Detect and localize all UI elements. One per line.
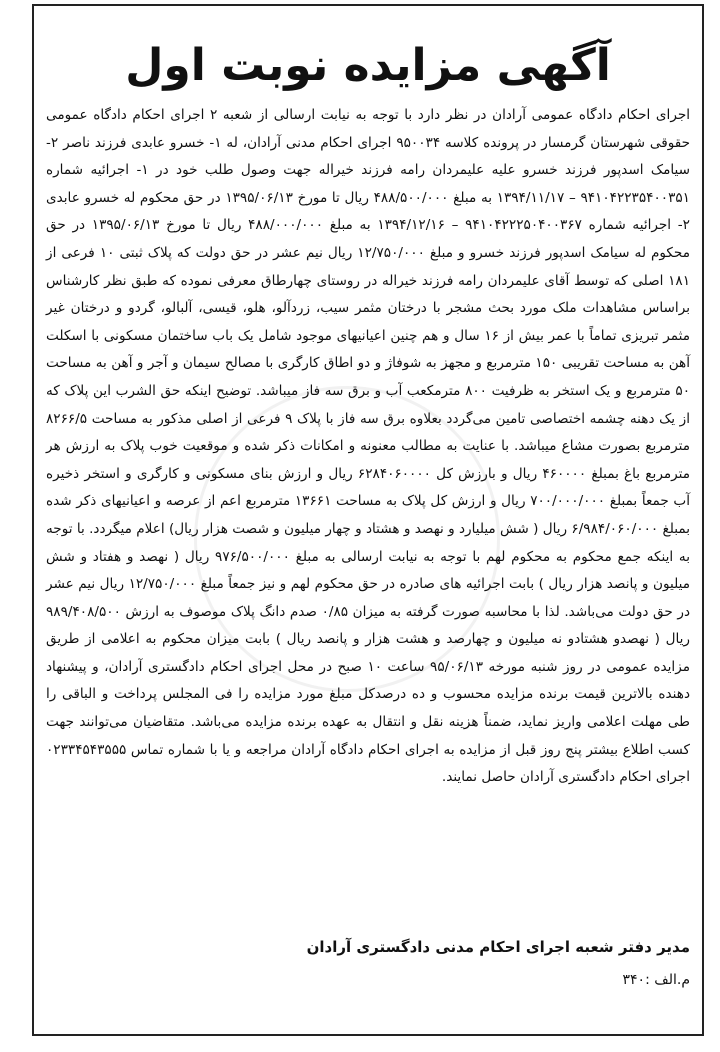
reference-number: م.الف :۳۴۰ — [622, 972, 690, 988]
notice-title: آگهی مزایده نوبت اول — [125, 40, 611, 91]
signature-line: مدیر دفتر شعبه اجرای احکام مدنی دادگستری آرادان — [306, 938, 690, 956]
notice-frame — [32, 4, 704, 1036]
notice-body: اجرای احکام دادگاه عمومی آرادان در نظر دارد با توجه به نیابت ارسالی از شعبه ۲ اجرای احکام دادگاه عمومی حقوقی شهرستان گرمسار در پرونده کلاسه ۹۵۰۰۳۴ اجرای احکام مدنی آرادان، له ۱- خسرو عابدی فرزند ناصر ۲- سیامک اسدپور فرزند خسرو علیه علیمردان رامه فرزند خیراله جهت وصول طلب خود در ۱- اجرائیه شماره ۹۴۱۰۴۲۲۳۵۴۰۰۳۵۱ – ۱۳۹۴/۱۱/۱۷ به مبلغ ۴۸۸/۵۰۰/۰۰۰ ریال تا مورخ ۱۳۹۵/۰۶/۱۳ در حق محکوم له خسرو عابدی ۲- اجرائیه شماره ۹۴۱۰۴۲۲۲۵۰۴۰۰۳۶۷ – ۱۳۹۴/۱۲/۱۶ به مبلغ ۴۸۸/۰۰۰/۰۰۰ ریال تا مورخ ۱۳۹۵/۰۶/۱۳ در حق محکوم له سیامک اسدپور فرزند خسرو و مبلغ ۱۲/۷۵۰/۰۰۰ ریال نیم عشر در حق دولت که پلاک ثبتی ۱۰ فرعی از ۱۸۱ اصلی که توسط آقای علیمردان رامه فرزند خیراله در روستای چهارطاق معرفی نموده که طبق نظر کارشناس براساس مشاهدات ملک مورد بحث مشجر با درختان مثمر سیب، زردآلو، هلو، قیسی، آلبالو، گردو و درختان غیر مثمر تبریزی تماماً با عمر بیش از ۱۶ سال و هم چنین اعیانیهای موجود شامل یک باب ساختمان مسکونی با اسکلت آهن به مساحت تقریبی ۱۵۰ مترمربع و مجهز به شوفاژ و دو اطاق کارگری با مصالح سیمان و آجر و آهن به مساحت ۵۰ مترمربع و یک استخر به ظرفیت ۸۰۰ مترمکعب آب و برق سه فاز میباشد. توضیح اینکه حق الشرب این پلاک که از یک دهنه چشمه اختصاصی تامین می‌گردد بعلاوه برق سه فاز با پلاک ۹ فرعی از اصلی مذکور به مساحت ۸۲۶۶/۵ مترمربع بصورت مشاع میباشد. با عنایت به مطالب معنونه و امکانات ذکر شده و موقعیت خوب پلاک به ارزش هر مترمربع باغ بمبلغ ۴۶۰۰۰۰ ریال و بارزش کل ۶۲۸۴۰۶۰۰۰۰ ریال و ارزش بنای مسکونی و کارگری و استخر ذخیره آب جمعاً بمبلغ ۷۰۰/۰۰۰/۰۰۰ ریال و ارزش کل پلاک به مساحت ۱۳۶۶۱ مترمربع اعم از عرصه و اعیانیهای ذکر شده بمبلغ ۶/۹۸۴/۰۶۰/۰۰۰ ریال ( شش میلیارد و نهصد و هشتاد و چهار میلیون و شصت هزار ریال) اعلام میگردد. با توجه به اینکه جمع محکوم به محکوم لهم با توجه به نیابت ارسالی به مبلغ ۹۷۶/۵۰۰/۰۰۰ ریال ( نهصد و هفتاد و شش میلیون و پانصد هزار ریال ) بابت اجرائیه های صادره در حق محکوم لهم و نیز جمعاً مبلغ ۱۲/۷۵۰/۰۰۰ ریال نیم عشر در حق دولت می‌باشد. لذا با محاسبه صورت گرفته به میزان ۰/۸۵ صدم دانگ پلاک موصوف به ارزش ۹۸۹/۴۰۸/۵۰۰ ریال ( نهصدو هشتادو نه میلیون و چهارصد و هشت هزار و پانصد ریال ) بابت میزان محکوم به اعلامی از طریق مزایده عمومی در روز شنبه مورخه ۹۵/۰۶/۱۳ ساعت ۱۰ صبح در محل اجرای احکام دادگستری آرادان، و پیشنهاد دهنده بالاترین قیمت برنده مزایده محسوب و ده درصدکل مبلغ مورد مزایده را فی المجلس پرداخت و الباقی را طی مهلت اعلامی واریز نماید، ضمناً هزینه نقل و انتقال به عهده برنده مزایده می‌باشد. متقاضیان می‌توانند جهت کسب اطلاع بیشتر پنج روز قبل از مزایده به اجرای احکام دادگاه آرادان مراجعه و یا با شماره تماس ۰۲۳۳۴۵۴۳۵۵۵ اجرای احکام دادگستری آرادان حاصل نمایند. — [46, 107, 691, 786]
